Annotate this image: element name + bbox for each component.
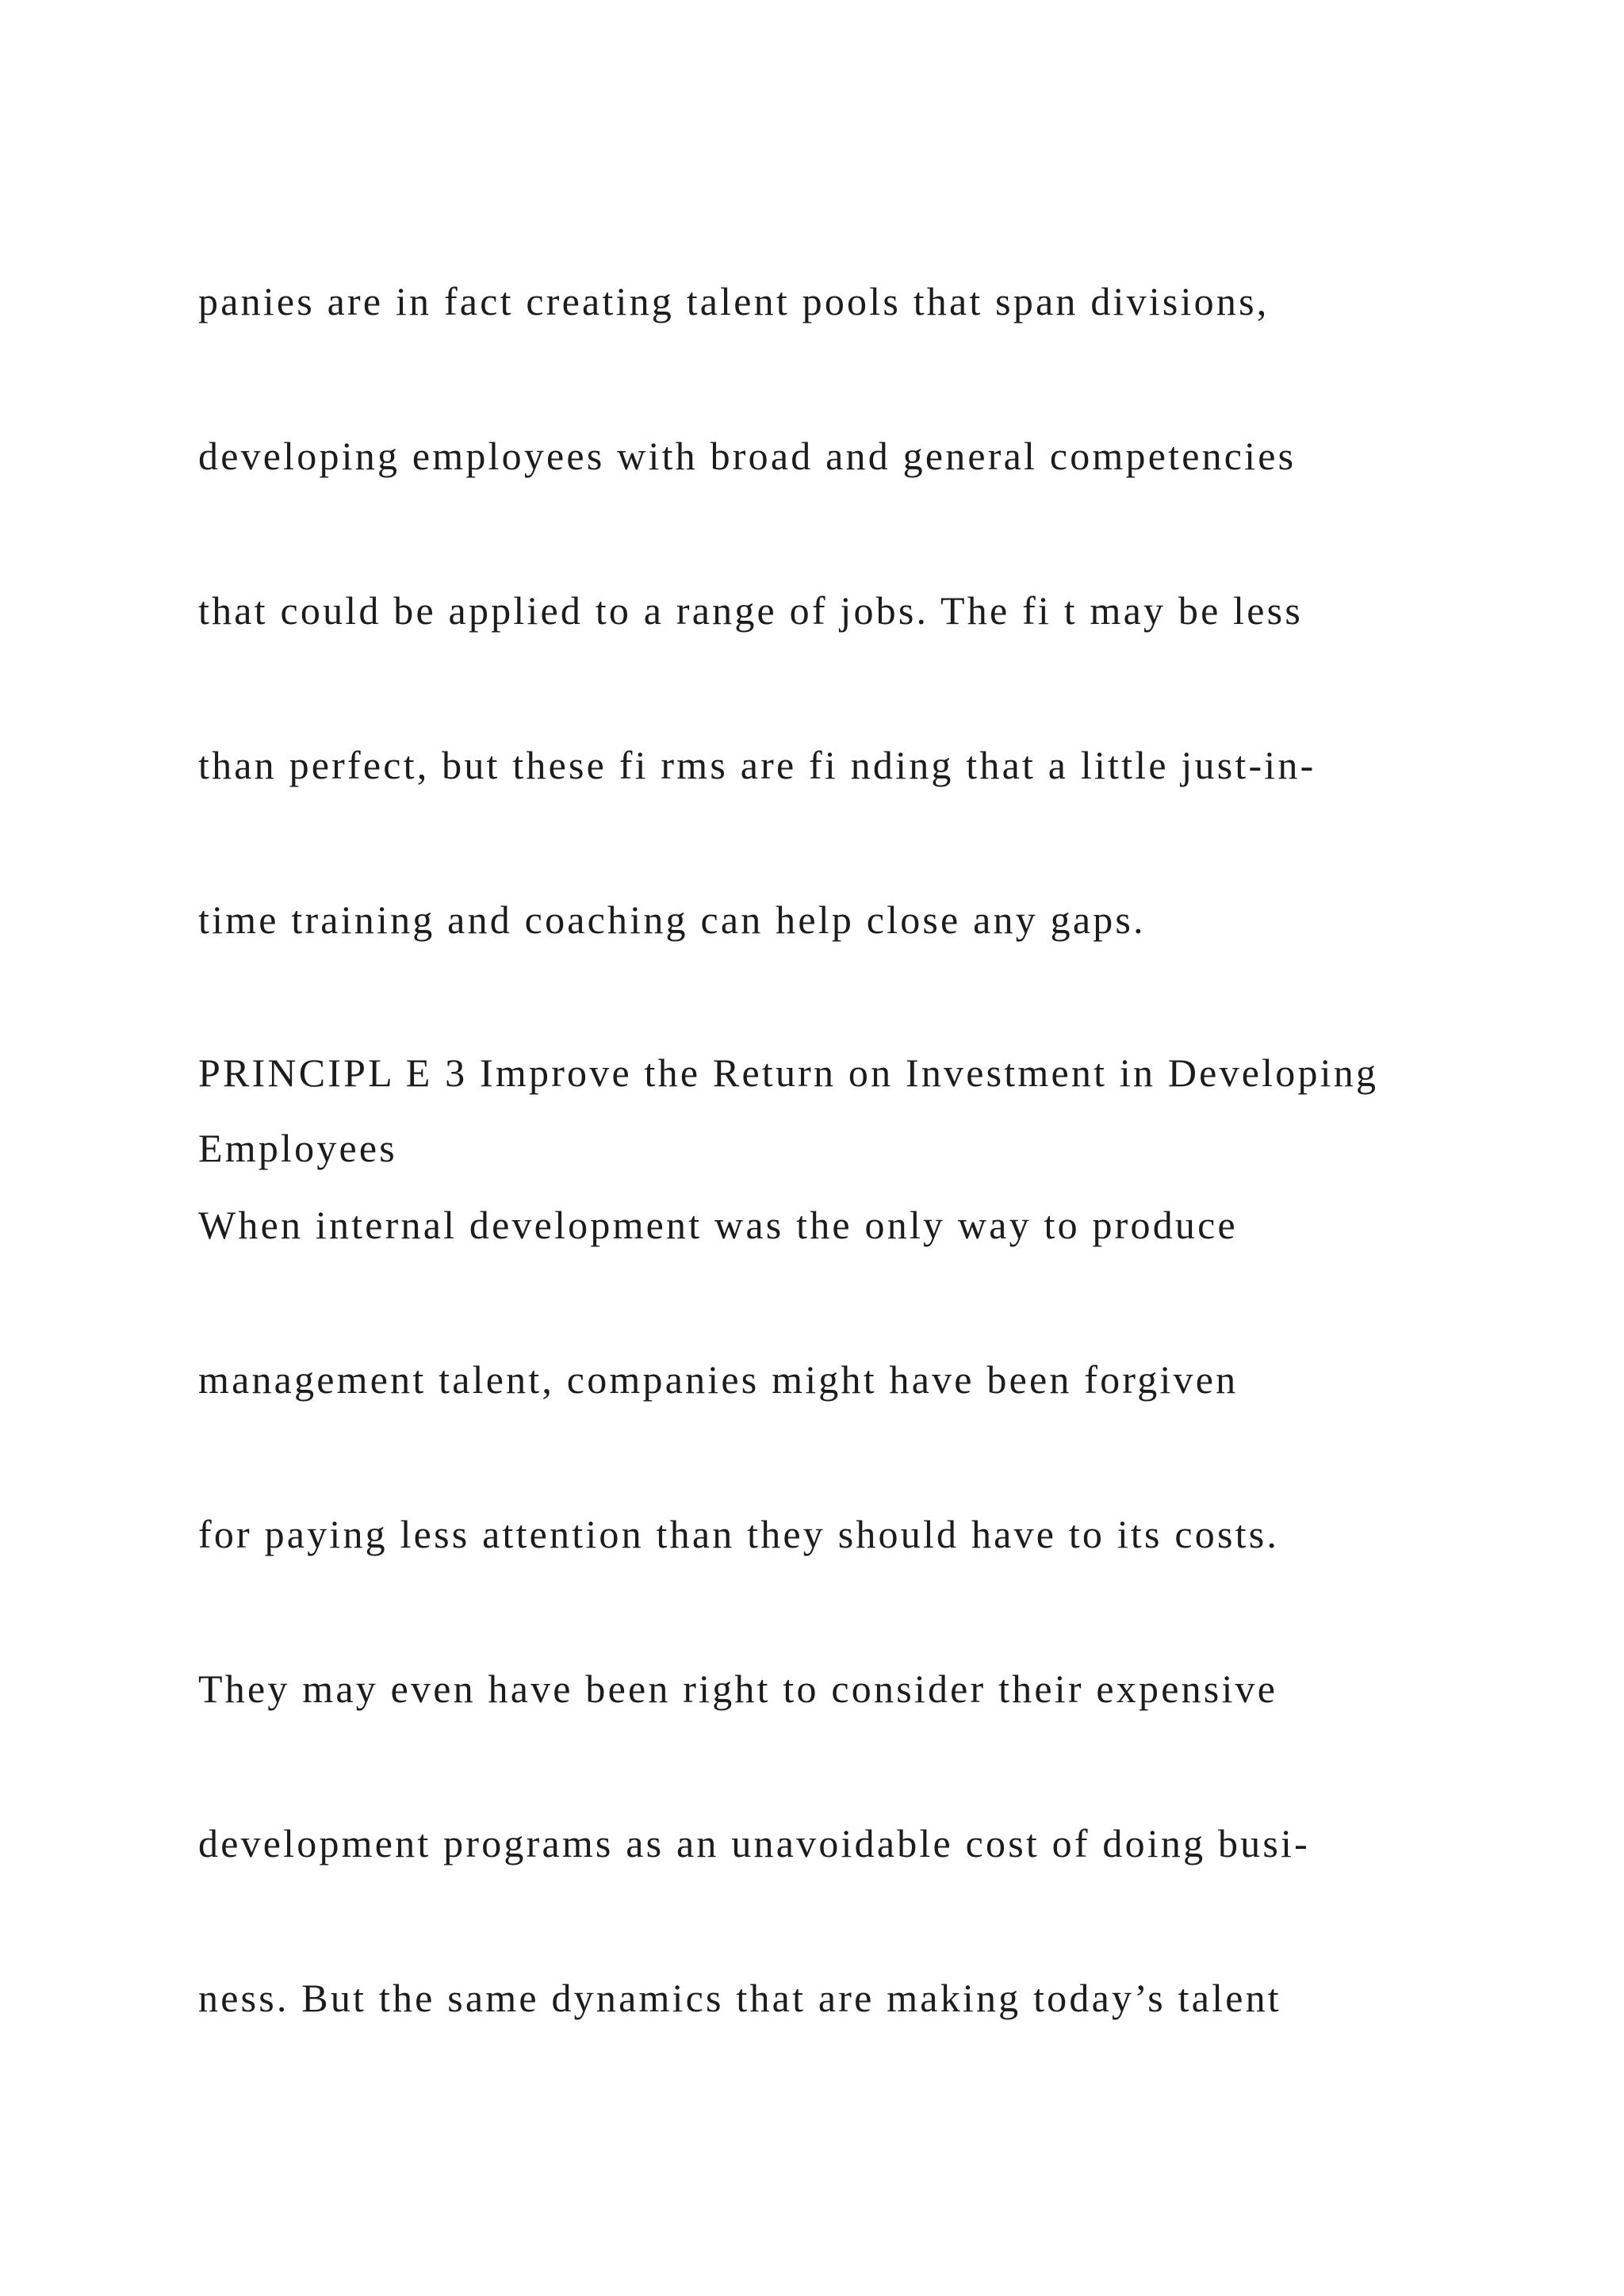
section-heading: PRINCIPL E 3 Improve the Return on Investment in Developing [198,1050,1379,1095]
text-line-11: They may even have been right to consider their expensive [198,1667,1278,1711]
text-line-5: time training and coaching can help close any gaps. [198,897,1146,942]
text-line-10: for paying less attention than they should have to its costs. [198,1512,1280,1556]
text-line-8: When internal development was the only way to produce [198,1203,1238,1247]
text-line-12: development programs as an unavoidable cost of doing busi- [198,1821,1310,1866]
text-line-13: ness. But the same dynamics that are making today’s talent [198,1976,1281,2020]
text-line-1: panies are in fact creating talent pools that span divisions, [198,279,1270,323]
section-heading-continued: Employees [198,1126,397,1170]
text-line-2: developing employees with broad and general competencies [198,434,1297,478]
text-line-9: management talent, companies might have been forgiven [198,1357,1239,1402]
text-line-3: that could be applied to a range of jobs. The fi t may be less [198,588,1303,633]
text-line-4: than perfect, but these fi rms are fi nding that a little just-in- [198,743,1316,787]
